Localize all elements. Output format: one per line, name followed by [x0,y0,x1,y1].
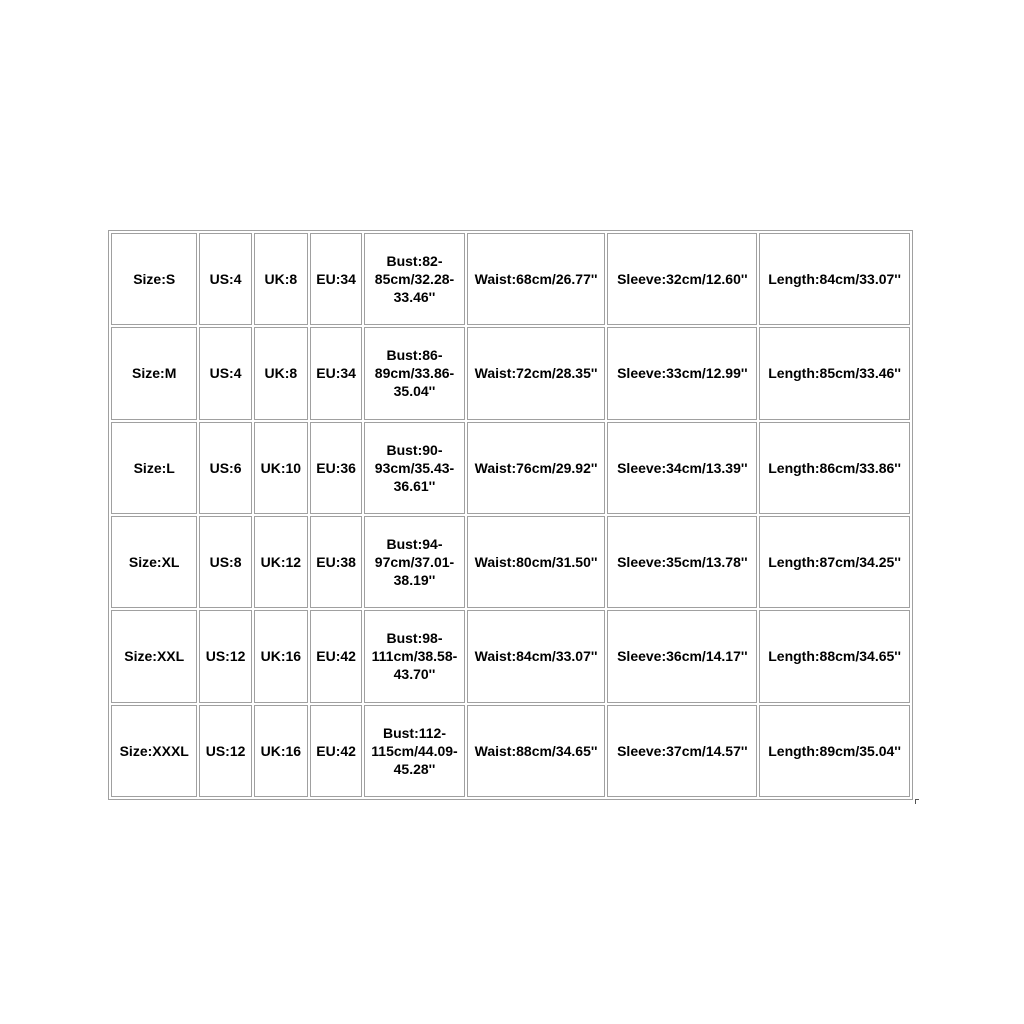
eu-size-cell: EU:34 [310,327,362,419]
sleeve-cell: Sleeve:34cm/13.39'' [607,422,757,514]
waist-cell: Waist:80cm/31.50'' [467,516,606,608]
length-cell: Length:89cm/35.04'' [759,705,910,797]
bust-cell: Bust:94-97cm/37.01-38.19'' [364,516,465,608]
us-size-cell: US:4 [199,233,251,325]
eu-size-cell: EU:38 [310,516,362,608]
bust-cell: Bust:98-111cm/38.58-43.70'' [364,610,465,702]
uk-size-cell: UK:10 [254,422,308,514]
eu-size-cell: EU:42 [310,610,362,702]
eu-size-cell: EU:36 [310,422,362,514]
length-cell: Length:87cm/34.25'' [759,516,910,608]
table-row [111,233,910,325]
bust-cell: Bust:112-115cm/44.09-45.28'' [364,705,465,797]
us-size-cell: US:6 [199,422,251,514]
us-size-cell: US:12 [199,610,251,702]
length-cell: Length:88cm/34.65'' [759,610,910,702]
bust-cell: Bust:82-85cm/32.28-33.46'' [364,233,465,325]
uk-size-cell: UK:8 [254,327,308,419]
size-cell: Size:XXL [111,610,197,702]
sleeve-cell: Sleeve:36cm/14.17'' [607,610,757,702]
table-row [111,610,910,702]
uk-size-cell: UK:12 [254,516,308,608]
size-cell: Size:L [111,422,197,514]
sleeve-cell: Sleeve:33cm/12.99'' [607,327,757,419]
uk-size-cell: UK:16 [254,610,308,702]
length-cell: Length:85cm/33.46'' [759,327,910,419]
size-cell: Size:XL [111,516,197,608]
size-chart-table [108,230,913,800]
table-row [111,327,910,419]
us-size-cell: US:4 [199,327,251,419]
size-cell: Size:M [111,327,197,419]
waist-cell: Waist:72cm/28.35'' [467,327,606,419]
eu-size-cell: EU:42 [310,705,362,797]
size-cell: Size:XXXL [111,705,197,797]
table-row [111,516,910,608]
sleeve-cell: Sleeve:32cm/12.60'' [607,233,757,325]
us-size-cell: US:12 [199,705,251,797]
size-cell: Size:S [111,233,197,325]
table-row [111,705,910,797]
waist-cell: Waist:88cm/34.65'' [467,705,606,797]
uk-size-cell: UK:16 [254,705,308,797]
length-cell: Length:86cm/33.86'' [759,422,910,514]
length-cell: Length:84cm/33.07'' [759,233,910,325]
eu-size-cell: EU:34 [310,233,362,325]
sleeve-cell: Sleeve:37cm/14.57'' [607,705,757,797]
waist-cell: Waist:76cm/29.92'' [467,422,606,514]
table-row [111,422,910,514]
waist-cell: Waist:68cm/26.77'' [467,233,606,325]
us-size-cell: US:8 [199,516,251,608]
bust-cell: Bust:86-89cm/33.86-35.04'' [364,327,465,419]
bust-cell: Bust:90-93cm/35.43-36.61'' [364,422,465,514]
uk-size-cell: UK:8 [254,233,308,325]
corner-mark [915,799,919,804]
waist-cell: Waist:84cm/33.07'' [467,610,606,702]
sleeve-cell: Sleeve:35cm/13.78'' [607,516,757,608]
